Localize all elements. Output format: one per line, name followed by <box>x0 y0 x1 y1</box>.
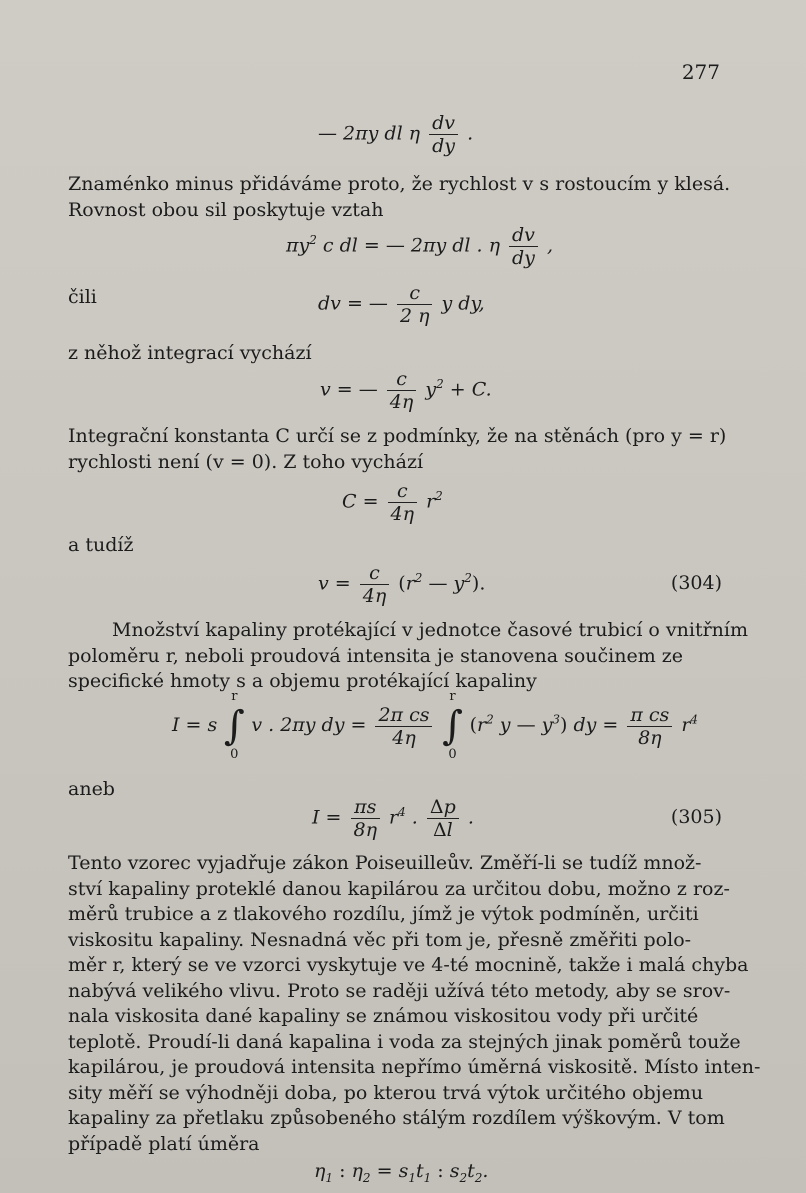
text-line: ství kapaliny proteklé danou kapilárou za určitou dobu, možno z roz- <box>68 877 730 900</box>
paragraph-integration-constant <box>68 424 730 475</box>
text-line: Tento vzorec vyjadřuje zákon Poiseuilleův. Změří-li se tudíž množ- <box>68 852 702 874</box>
text-line: Integrační konstanta C určí se z podmínky, že na stěnách (pro y = r) <box>68 425 727 447</box>
text-line: případě platí úměra <box>68 1132 260 1155</box>
equation-force-balance: $\pi y^2$ c dl = — 2πy dl . η $\frac{dv}{dy}$ , <box>286 224 554 269</box>
label-a-tudiz: a tudíž <box>68 534 134 556</box>
label-cili: čili <box>68 286 97 308</box>
text-line: specifické hmoty s a objemu protékající kapaliny <box>68 670 537 692</box>
paragraph-poiseuille-law <box>68 851 761 1157</box>
equation-velocity-general: v = — $\frac{c}{4\eta}$ $y^2 + C$. <box>320 368 492 413</box>
equation-dv: dv = — $\frac{c}{2 \eta}$ y dy, <box>318 282 485 327</box>
paragraph-minus-sign <box>68 172 730 223</box>
equation-number-304: (304) <box>670 572 722 594</box>
page-number: 277 <box>681 60 720 84</box>
label-z-nehoz: z něhož integrací vychází <box>68 342 312 364</box>
text-line: měrů trubice a z tlakového rozdílu, jímž je výtok podmíněn, určiti <box>68 903 699 925</box>
equation-constant-c: C = $\frac{c}{4\eta}$ $r^2$ <box>342 480 443 525</box>
text-line: kapilárou, je proudová intensita nepřímo úměrná viskositě. Místo inten- <box>68 1056 761 1078</box>
text-line: měr r, který se ve vzorci vyskytuje ve 4-té mocnině, takže i malá chyba <box>68 954 749 976</box>
text-line: nabývá velikého vlivu. Proto se raději užívá této metody, aby se srov- <box>68 979 731 1002</box>
label-aneb: aneb <box>68 778 115 800</box>
equation-305: I = $\frac{\pi s}{8\eta}$ $r^4$ . $\frac{\Delta p}{\Delta l}$ . <box>312 796 474 841</box>
text-line: sity měří se výhodněji doba, po kterou trvá výtok určitého objemu <box>68 1081 704 1104</box>
text-line: kapaliny za přetlaku způsobeného stálým rozdílem výškovým. V tom <box>68 1107 725 1129</box>
equation-intensity-integral: I = s r ∫ 0 v . 2πy dy = $\frac{\text{2π cs}}{4\eta}$ r ∫ 0 ($r^2$ y — $y^3$) dy = $\frac{\text{π cs}}{8\eta}$ $r^4$ <box>172 689 699 762</box>
text-line: poloměru r, neboli proudová intensita je stanovena součinem ze <box>68 644 684 667</box>
text-line: teplotě. Proudí-li daná kapalina i voda za stejných jinak poměrů touže <box>68 1030 741 1053</box>
text-line: nala viskosita dané kapaliny se známou viskositou vody při určité <box>68 1005 699 1027</box>
equation-number-305: (305) <box>670 806 722 828</box>
paragraph-flow-intensity <box>68 618 749 695</box>
text-line: Množství kapaliny protékající v jednotce časové trubicí o vnitřním <box>112 619 749 641</box>
text-line: viskositu kapaliny. Nesnadná věc při tom je, přesně změřiti polo- <box>68 928 692 951</box>
equation-shear-force: — 2πy dl η $\frac{dv}{dy}$ . <box>318 112 474 157</box>
text-line: rychlosti není (v = 0). Z toho vychází <box>68 450 424 473</box>
equation-304: v = $\frac{c}{4\eta}$ ($r^2$ — $y^2$). <box>318 562 486 607</box>
equation-viscosity-ratio: $\eta_1$ : $\eta_2 = s_1t_1$ : $s_2t_2$. <box>314 1160 489 1185</box>
text-line: Znaménko minus přidáváme proto, že rychlost v s rostoucím y klesá. <box>68 173 731 195</box>
text-line: Rovnost obou sil poskytuje vztah <box>68 198 384 221</box>
